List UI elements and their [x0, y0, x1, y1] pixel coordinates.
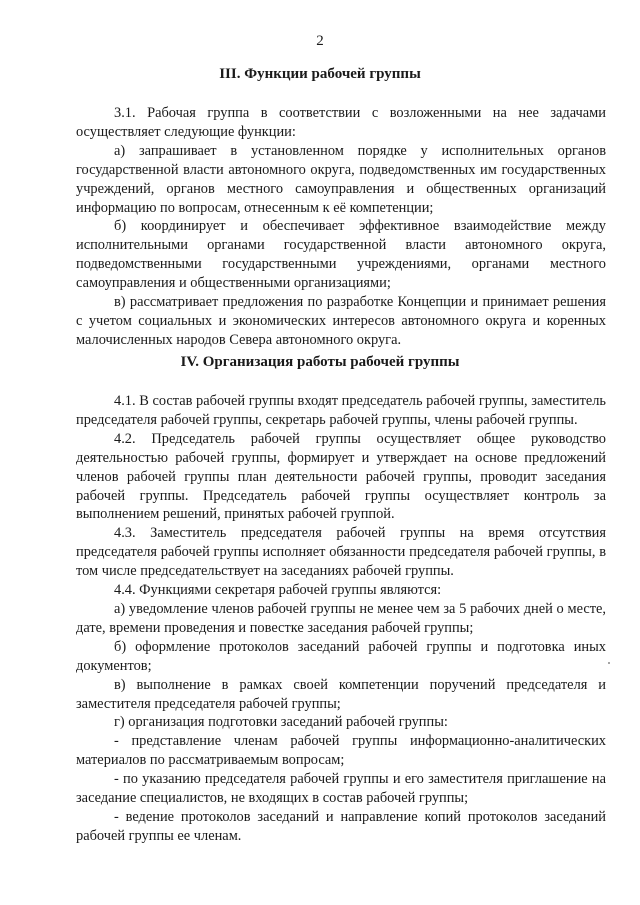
paragraph-3-1-b: б) координирует и обеспечивает эффективное взаимодействие между исполнительными органами государственной власти автономного округа, подведомственными государственными учреждениями, органами местного самоуправления и общественными организациями;	[76, 218, 606, 292]
paragraph-4-3: 4.3. Заместитель председателя рабочей группы на время отсутствия председателя рабочей группы исполняет обязанности председателя рабочей группы, в том числе председательствует на заседаниях рабочей группы.	[76, 525, 606, 580]
paragraph-4-4-c: в) выполнение в рамках своей компетенции поручений председателя и заместителя председателя рабочей группы;	[76, 676, 606, 712]
list-item-invitation: - по указанию председателя рабочей группы и его заместителя приглашение на заседание специалистов, не входящих в состав рабочей группы;	[76, 771, 606, 807]
section-3-heading: III. Функции рабочей группы	[219, 66, 421, 82]
paragraph-4-2: 4.2. Председатель рабочей группы осуществляет общее руководство деятельностью рабочей группы, формирует и утверждает на основе предложений членов рабочей группы план деятельности рабочей группы, проводит заседания рабочей группы. Председатель рабочей группы осуществляет контроль за выполнением решений, принятых рабочей группой.	[76, 430, 606, 523]
paragraph-4-1: 4.1. В состав рабочей группы входят председатель рабочей группы, заместитель председателя рабочей группы, секретарь рабочей группы, члены рабочей группы.	[76, 393, 606, 428]
paragraph-3-1-a: а) запрашивает в установленном порядке у исполнительных органов государственной власти автономного округа, подведомственных им государственных учреждений, органов местного самоуправления и общественных организаций информацию по вопросам, отнесенным к её компетенции;	[76, 142, 606, 216]
paragraph-3-1-c: в) рассматривает предложения по разработке Концепции и принимает решения с учетом социальных и экономических интересов автономного округа и коренных малочисленных народов Севера автономного округа.	[76, 294, 606, 348]
paragraph-4-4-d: г) организация подготовки заседаний рабочей группы:	[114, 714, 448, 731]
paragraph-4-4: 4.4. Функциями секретаря рабочей группы являются:	[114, 582, 442, 599]
list-item-protocols: - ведение протоколов заседаний и направление копий протоколов заседаний рабочей группы ее членам.	[76, 808, 606, 844]
section-4-body	[76, 392, 606, 846]
section-4-heading: IV. Организация работы рабочей группы	[180, 354, 460, 370]
page-number: 2	[316, 33, 324, 49]
paragraph-3-1: 3.1. Рабочая группа в соответствии с возложенными на нее задачами осуществляет следующие функции:	[76, 105, 606, 140]
scan-speck	[608, 662, 610, 664]
list-item-materials: - представление членам рабочей группы информационно-аналитических материалов по рассматриваемым вопросам;	[76, 733, 606, 769]
paragraph-4-4-b: б) оформление протоколов заседаний рабочей группы и подготовка иных документов;	[76, 638, 606, 674]
paragraph-4-4-a: а) уведомление членов рабочей группы не менее чем за 5 рабочих дней о месте, дате, времени проведения и повестке заседания рабочей группы;	[76, 600, 606, 636]
section-3-body	[76, 104, 606, 350]
